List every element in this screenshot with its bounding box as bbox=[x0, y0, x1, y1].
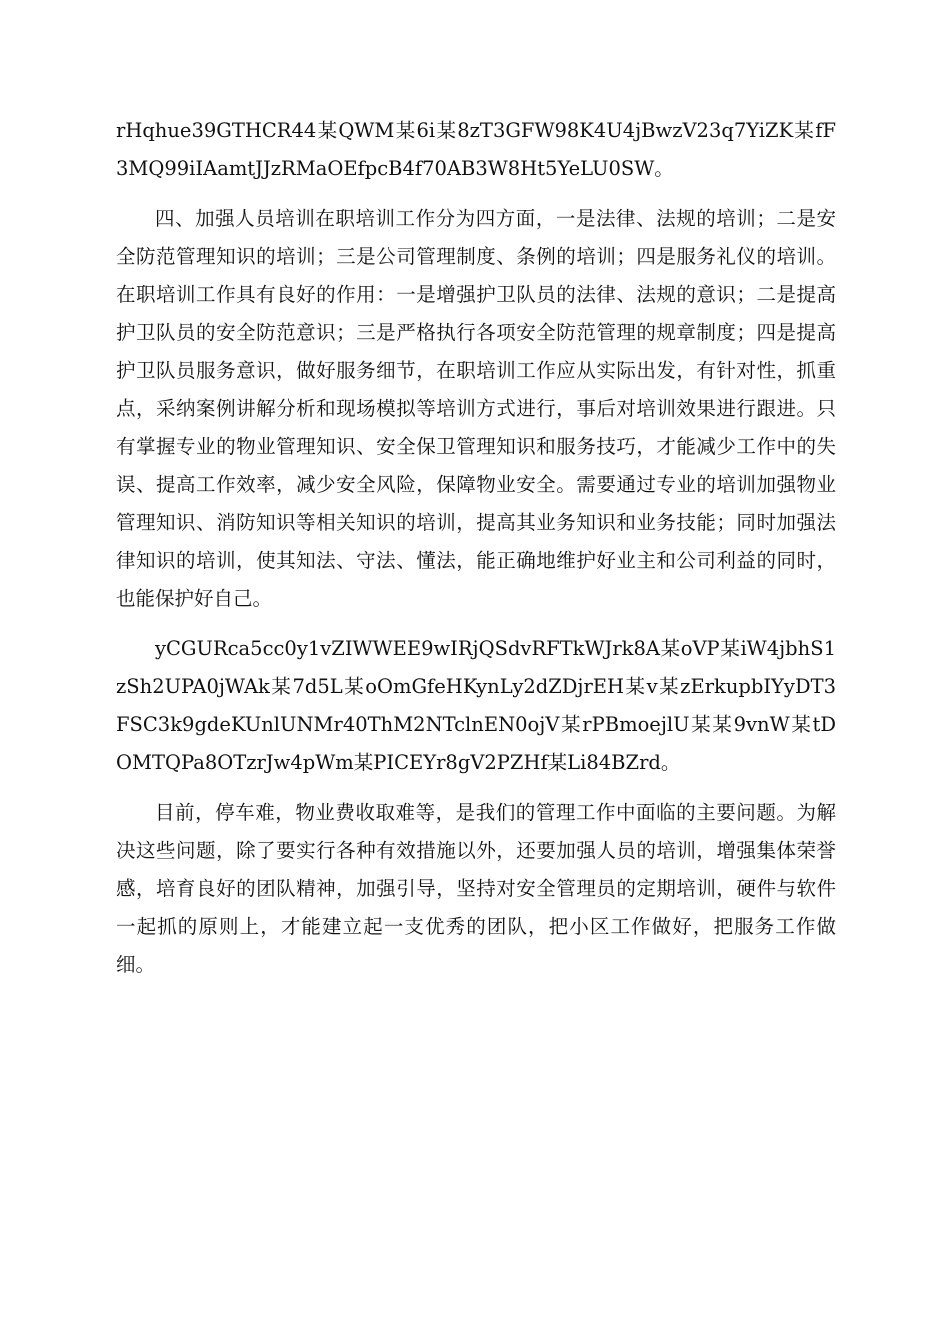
document-body bbox=[116, 112, 836, 996]
paragraph-code-1: rHqhue39GTHCR44某QWM某6i某8zT3GFW98K4U4jBwzV23q7YiZK某fF3MQ99iIAamtJJzRMaOEfpcB4f70AB3W8Ht5YeLU0SW。 bbox=[116, 119, 836, 180]
paragraph-staff-training: 四、加强人员培训在职培训工作分为四方面，一是法律、法规的培训；二是安全防范管理知识的培训；三是公司管理制度、条例的培训；四是服务礼仪的培训。在职培训工作具有良好的作用：一是增强护卫队员的法律、法规的意识；二是提高护卫队员的安全防范意识；三是严格执行各项安全防范管理的规章制度；四是提高护卫队员服务意识，做好服务细节，在职培训工作应从实际出发，有针对性，抓重点，采纳案例讲解分析和现场模拟等培训方式进行，事后对培训效果进行跟进。只有掌握专业的物业管理知识、安全保卫管理知识和服务技巧，才能减少工作中的失误、提高工作效率，减少安全风险，保障物业安全。需要通过专业的培训加强物业管理知识、消防知识等相关知识的培训，提高其业务知识和业务技能；同时加强法律知识的培训，使其知法、守法、懂法，能正确地维护好业主和公司利益的同时，也能保护好自己。 bbox=[116, 207, 836, 610]
paragraph-conclusion: 目前，停车难，物业费收取难等，是我们的管理工作中面临的主要问题。为解决这些问题，除了要实行各种有效措施以外，还要加强人员的培训，增强集体荣誉感，培育良好的团队精神，加强引导，坚持对安全管理员的定期培训，硬件与软件一起抓的原则上，才能建立起一支优秀的团队，把小区工作做好，把服务工作做细。 bbox=[116, 801, 836, 976]
paragraph-code-2: yCGURca5cc0y1vZIWWEE9wIRjQSdvRFTkWJrk8A某oVP某iW4jbhS1zSh2UPA0jWAk某7d5L某oOmGfeHKynLy2dZDjrEH某v某zErkupbIYyDT3FSC3k9gdeKUnlUNMr40ThM2NTclnEN0ojV某rPBmoejlU某某9vnW某tDOMTQPa8OTzrJw4pWm某PICEYr8gV2PZHf某Li84BZrd。 bbox=[116, 637, 836, 774]
